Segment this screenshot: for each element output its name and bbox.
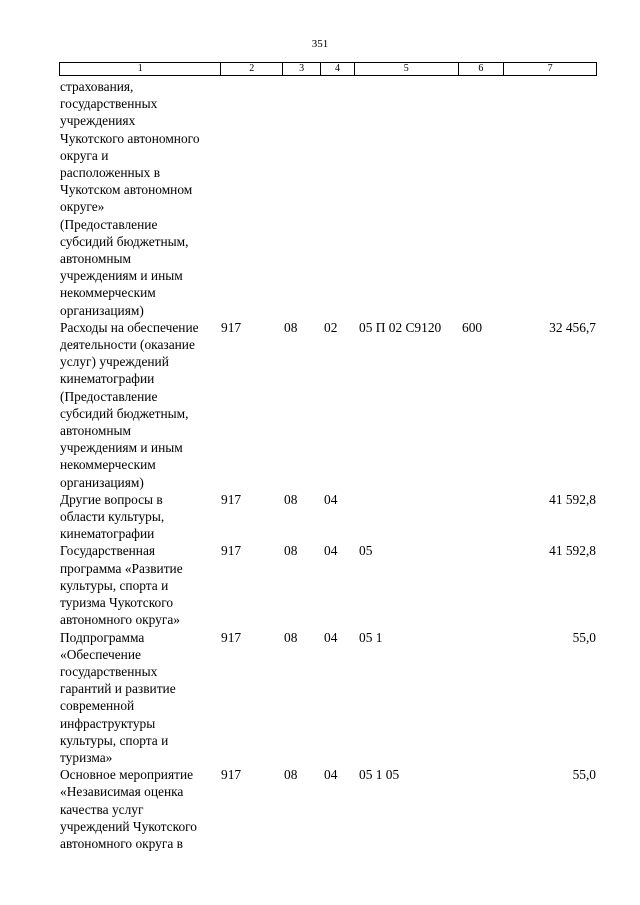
row-target-article-code: 05 П 02 С9120 (359, 319, 442, 335)
table-body (60, 78, 597, 852)
row-section-code: 08 (284, 319, 298, 335)
table-row (60, 319, 597, 491)
header-col-4: 4 (321, 63, 355, 75)
row-grbs-code: 917 (221, 491, 242, 507)
table-row (60, 78, 597, 319)
row-name: Государственная программа «Развитие культуры, спорта и туризма Чукотского автономного округа» (60, 543, 183, 628)
row-target-article-code: 05 1 05 (359, 767, 400, 783)
table-row (60, 629, 597, 767)
row-target-article-code: 05 (359, 543, 373, 559)
row-name: Основное мероприятие «Независимая оценка качества услуг учреждений Чукотского автономного округа в (60, 767, 197, 851)
header-col-5: 5 (355, 63, 459, 75)
row-expense-type-code: 600 (462, 319, 483, 335)
row-amount: 55,0 (572, 629, 596, 645)
row-subsection-code: 04 (324, 629, 338, 645)
row-name: Подпрограмма «Обеспечение государственных гарантий и развитие современной инфраструктуры культуры, спорта и туризма» (60, 629, 176, 765)
row-grbs-code: 917 (221, 319, 242, 335)
row-section-code: 08 (284, 543, 298, 559)
row-grbs-code: 917 (221, 767, 242, 783)
header-col-6: 6 (459, 63, 505, 75)
row-amount: 55,0 (572, 767, 596, 783)
header-col-2: 2 (221, 63, 283, 75)
page-number: 351 (311, 38, 329, 50)
row-grbs-code: 917 (221, 543, 242, 559)
table-row (60, 542, 597, 628)
row-grbs-code: 917 (221, 629, 242, 645)
row-subsection-code: 02 (324, 319, 338, 335)
table-header (59, 62, 597, 76)
row-name: страхования, государственных учреждениях Чукотского автономного округа и расположенных в Чукотском автономном округе» (Предоставление субсидий бюджетным, автономным учреждениям и иным некоммерческим организациям) (60, 79, 200, 318)
row-amount: 32 456,7 (549, 319, 596, 335)
row-amount: 41 592,8 (549, 491, 596, 507)
row-section-code: 08 (284, 767, 298, 783)
header-col-1: 1 (60, 63, 221, 75)
row-subsection-code: 04 (324, 491, 338, 507)
row-section-code: 08 (284, 491, 298, 507)
table-row (60, 766, 597, 852)
row-subsection-code: 04 (324, 543, 338, 559)
row-name: Расходы на обеспечение деятельности (оказание услуг) учреждений кинематографии (Предоставление субсидий бюджетным, автономным учреждениям и иным некоммерческим организациям) (60, 319, 199, 490)
header-col-7: 7 (547, 63, 553, 74)
row-amount: 41 592,8 (549, 543, 596, 559)
row-section-code: 08 (284, 629, 298, 645)
row-subsection-code: 04 (324, 767, 338, 783)
table-row (60, 491, 597, 543)
row-target-article-code: 05 1 (359, 629, 383, 645)
header-col-3: 3 (283, 63, 321, 75)
row-name: Другие вопросы в области культуры, кинематографии (60, 491, 165, 542)
